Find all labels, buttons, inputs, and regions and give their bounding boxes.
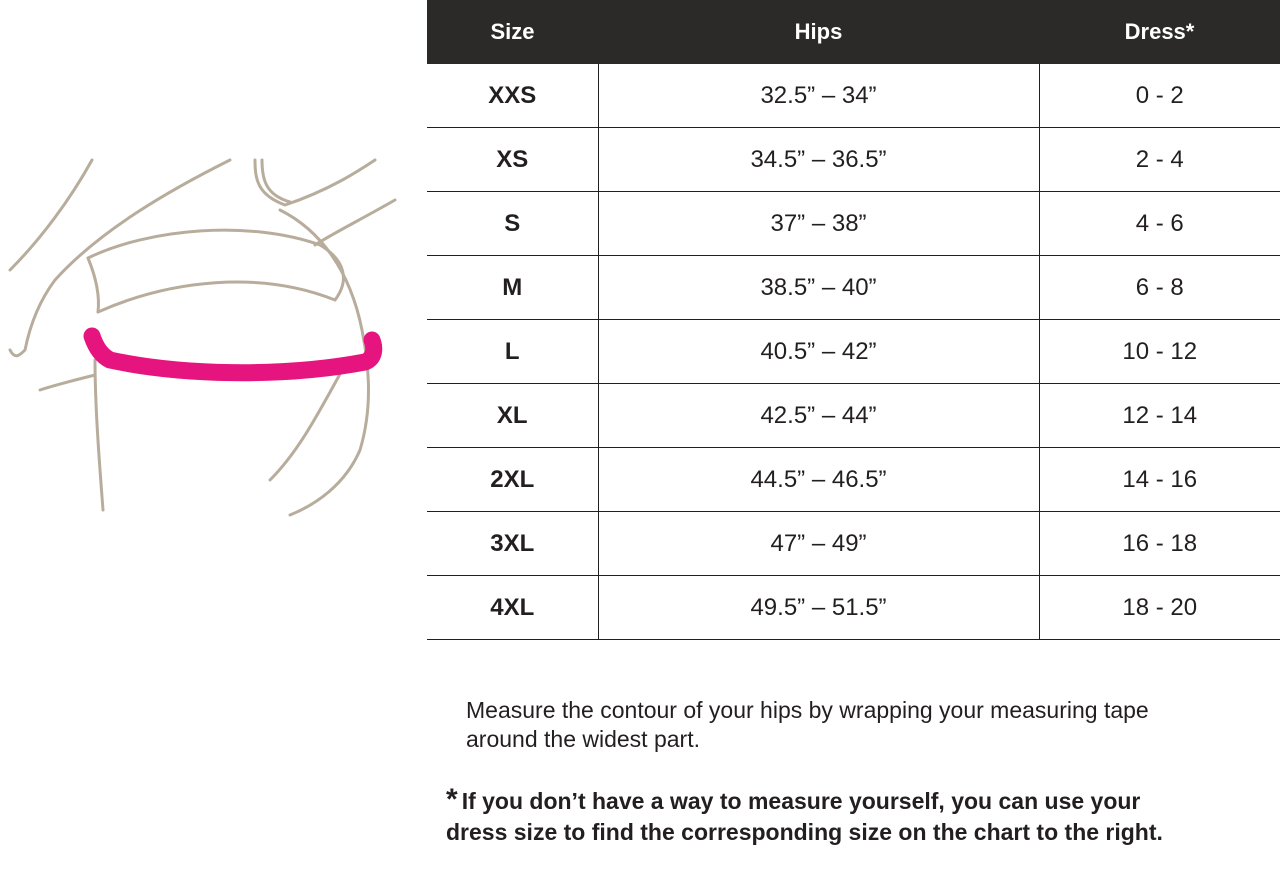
dress-cell: 0 - 2 [1039, 64, 1280, 128]
dress-cell: 6 - 8 [1039, 256, 1280, 320]
hip-measurement-illustration-icon [0, 150, 410, 520]
footnote-line-1: If you don’t have a way to measure yourself, you can use your [461, 788, 1141, 814]
table-row [427, 448, 1280, 512]
dress-cell: 12 - 14 [1039, 384, 1280, 448]
size-cell: 4XL [427, 576, 598, 640]
table-row [427, 512, 1280, 576]
hips-cell: 34.5” – 36.5” [598, 128, 1039, 192]
hips-cell: 49.5” – 51.5” [598, 576, 1039, 640]
measuring-instructions [466, 696, 1266, 754]
dress-cell: 16 - 18 [1039, 512, 1280, 576]
size-cell: M [427, 256, 598, 320]
size-cell: XXS [427, 64, 598, 128]
dress-cell: 2 - 4 [1039, 128, 1280, 192]
dress-cell: 14 - 16 [1039, 448, 1280, 512]
hips-cell: 37” – 38” [598, 192, 1039, 256]
header-dress: Dress* [1039, 0, 1280, 64]
table-row [427, 384, 1280, 448]
dress-cell: 10 - 12 [1039, 320, 1280, 384]
table-row [427, 320, 1280, 384]
size-cell: XS [427, 128, 598, 192]
header-hips: Hips [598, 0, 1039, 64]
table-row [427, 64, 1280, 128]
dress-cell: 4 - 6 [1039, 192, 1280, 256]
size-cell: 2XL [427, 448, 598, 512]
size-cell: S [427, 192, 598, 256]
table-row [427, 192, 1280, 256]
dress-cell: 18 - 20 [1039, 576, 1280, 640]
size-cell: 3XL [427, 512, 598, 576]
size-cell: XL [427, 384, 598, 448]
table-row [427, 576, 1280, 640]
measuring-instructions-line-1: Measure the contour of your hips by wrapping your measuring tape [466, 697, 1149, 723]
hips-cell: 47” – 49” [598, 512, 1039, 576]
size-cell: L [427, 320, 598, 384]
measuring-instructions-line-2: around the widest part. [466, 726, 700, 752]
table-row [427, 128, 1280, 192]
hips-cell: 44.5” – 46.5” [598, 448, 1039, 512]
hips-cell: 42.5” – 44” [598, 384, 1039, 448]
hips-cell: 32.5” – 34” [598, 64, 1039, 128]
dress-size-footnote [446, 783, 1276, 848]
table-row [427, 256, 1280, 320]
hips-cell: 38.5” – 40” [598, 256, 1039, 320]
hips-cell: 40.5” – 42” [598, 320, 1039, 384]
asterisk-marker: * [446, 783, 458, 816]
size-chart-table [427, 0, 1280, 640]
table-header-row [427, 0, 1280, 64]
footnote-line-2: dress size to find the corresponding size on the chart to the right. [446, 819, 1163, 845]
header-size: Size [427, 0, 598, 64]
